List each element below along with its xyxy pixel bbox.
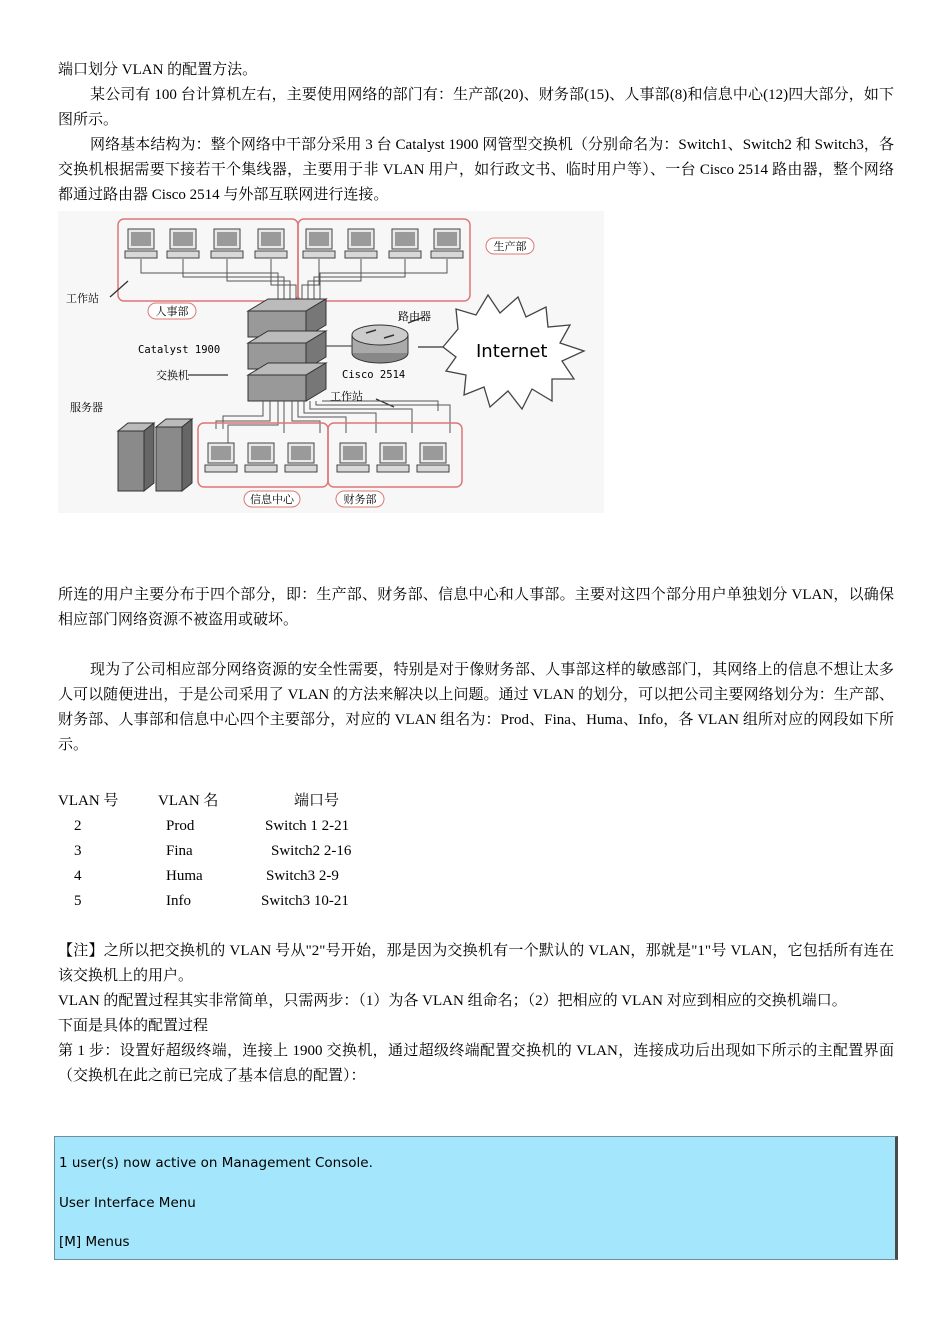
workstation-icon [167, 229, 199, 258]
vlan-id-cell: 4 [74, 868, 82, 884]
port-cell: Switch 1 2-21 [265, 818, 350, 834]
label-hr: 人事部 [155, 305, 189, 318]
label-internet: Internet [476, 341, 548, 362]
document-page [58, 58, 894, 1089]
label-server: 服务器 [70, 401, 103, 414]
workstation-icon [417, 443, 449, 472]
label-workstation-left: 工作站 [66, 292, 99, 305]
workstation-icon [285, 443, 317, 472]
label-info-center: 信息中心 [250, 493, 294, 506]
console-line-menu-title: User Interface Menu [59, 1195, 196, 1211]
port-cell: Switch3 2-9 [266, 868, 339, 884]
workstation-icon [431, 229, 463, 258]
network-diagram-svg [58, 211, 604, 513]
port-cell: Switch2 2-16 [271, 843, 352, 859]
vlan-name-cell: Fina [166, 843, 193, 859]
switch-stack [248, 299, 326, 401]
port-cell: Switch3 10-21 [261, 893, 349, 909]
label-switch: 交换机 [156, 369, 189, 382]
table-row [58, 839, 894, 864]
vlan-table [58, 789, 894, 914]
vlan-table-header [58, 789, 894, 814]
workstation-icon [255, 229, 287, 258]
workstation-icon [337, 443, 369, 472]
workstation-icon [211, 229, 243, 258]
workstation-icon [377, 443, 409, 472]
network-diagram [58, 211, 604, 513]
router-icon [352, 325, 408, 363]
intro-paragraph: 某公司有 100 台计算机左右，主要使用网络的部门有：生产部(20)、财务部(15)、人事部(8)和信息中心(12)四大部分，如下图所示。 [58, 87, 894, 128]
vlan-name-cell: Prod [166, 818, 195, 834]
label-router: 路由器 [398, 310, 431, 323]
console-line-active-users: 1 user(s) now active on Management Console. [59, 1155, 373, 1171]
step1-paragraph: 第 1 步：设置好超级终端，连接上 1900 交换机，通过超级终端配置交换机的 VLAN，连接成功后出现如下所示的主配置界面（交换机在此之前已完成了基本信息的配置）： [58, 1043, 894, 1084]
vlan-id-cell: 2 [74, 818, 82, 834]
doc-title: 端口划分 VLAN 的配置方法。 [58, 62, 258, 78]
label-finance: 财务部 [343, 493, 377, 506]
label-catalyst: Catalyst 1900 [138, 344, 221, 356]
workstation-icon [245, 443, 277, 472]
workstation-icon [303, 229, 335, 258]
workstation-icon [125, 229, 157, 258]
label-production: 生产部 [493, 240, 527, 253]
header-vlan-name: VLAN 名 [158, 793, 219, 809]
label-workstation-bottom: 工作站 [330, 390, 363, 403]
header-vlan-id: VLAN 号 [58, 793, 119, 809]
process-heading: 下面是具体的配置过程 [58, 1018, 209, 1034]
server-icon [118, 419, 192, 491]
table-row [58, 814, 894, 839]
vlan-id-cell: 5 [74, 893, 82, 909]
table-row [58, 889, 894, 914]
management-console [54, 1136, 898, 1260]
steps-paragraph: VLAN 的配置过程其实非常简单，只需两步：（1）为各 VLAN 组命名；（2）把相应的 VLAN 对应到相应的交换机端口。 [58, 993, 847, 1009]
workstation-icon [389, 229, 421, 258]
vlan-id-cell: 3 [74, 843, 82, 859]
console-line-menus: [M] Menus [59, 1234, 130, 1250]
vlan-name-cell: Huma [166, 868, 203, 884]
label-cisco: Cisco 2514 [342, 369, 406, 381]
vlan-name-cell: Info [166, 893, 191, 909]
security-paragraph: 现为了公司相应部分网络资源的安全性需要，特别是对于像财务部、人事部这样的敏感部门，其网络上的信息不想让太多人可以随便进出，于是公司采用了 VLAN 的方法来解决以上问题。通过 VLAN 的划分，可以把公司主要网络划分为：生产部、财务部、人事部和信息中心四个主要部分，对应的 VLAN 组名为：Prod、Fina、Huma、Info，各 VLAN 组所对应的网段如下所示。 [58, 662, 894, 753]
note-paragraph: 【注】之所以把交换机的 VLAN 号从"2"号开始，那是因为交换机有一个默认的 VLAN，那就是"1"号 VLAN，它包括所有连在该交换机上的用户。 [58, 943, 894, 984]
users-paragraph: 所连的用户主要分布于四个部分，即：生产部、财务部、信息中心和人事部。主要对这四个部分用户单独划分 VLAN，以确保相应部门网络资源不被盗用或破坏。 [58, 587, 894, 628]
workstation-icon [345, 229, 377, 258]
table-row [58, 864, 894, 889]
workstation-icon [205, 443, 237, 472]
structure-paragraph: 网络基本结构为：整个网络中干部分采用 3 台 Catalyst 1900 网管型交换机（分别命名为：Switch1、Switch2 和 Switch3，各交换机根据需要下接若干个集线器，主要用于非 VLAN 用户，如行政文书、临时用户等）、一台 Cisco 2514 路由器，整个网络都通过路由器 Cisco 2514 与外部互联网进行连接。 [58, 137, 894, 203]
header-port: 端口号 [294, 793, 340, 809]
